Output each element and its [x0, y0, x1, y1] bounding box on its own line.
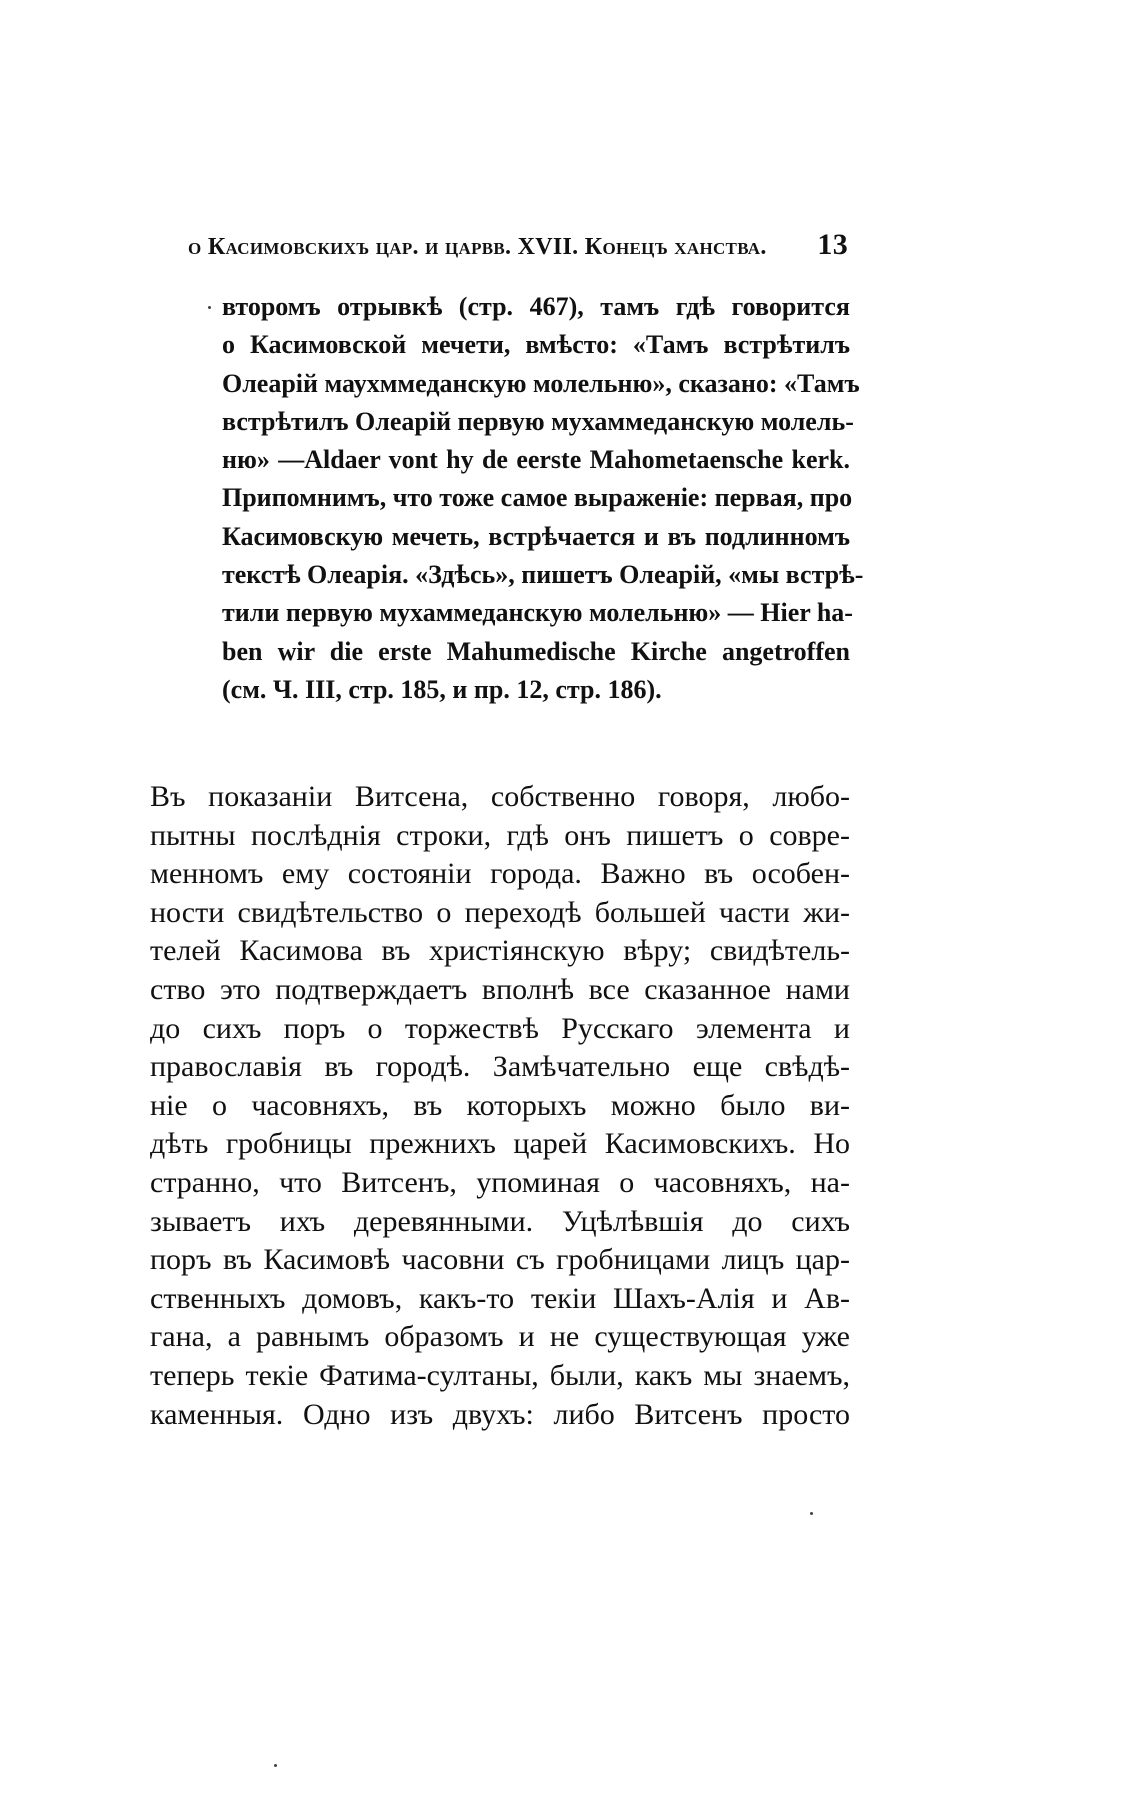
body-line: гана, а равнымъ образомъ и не существующая уже	[150, 1320, 850, 1354]
footnote-line: ben wir die erste Mahumedische Kirche angetroffen	[222, 636, 850, 666]
footnote	[222, 288, 864, 709]
body-line: ственныхъ домовъ, какъ-то текіи Шахъ-Алія и Ав-	[150, 1281, 850, 1315]
print-speck	[810, 1512, 813, 1515]
footnote-line: второмъ отрывкѣ (стр. 467), тамъ гдѣ говорится	[222, 292, 850, 321]
body-line: пытны послѣднія строки, гдѣ онъ пишетъ о совре-	[150, 818, 850, 852]
body-paragraph	[150, 778, 850, 1434]
body-line: зываетъ ихъ деревянными. Уцѣлѣвшія до сихъ	[150, 1204, 850, 1238]
body-line: ство это подтверждаетъ вполнѣ все сказанное нами	[150, 972, 850, 1006]
body-line: ніе о часовняхъ, въ которыхъ можно было ви-	[150, 1088, 850, 1122]
body-line: телей Касимова въ христіянскую вѣру; свидѣтель-	[150, 934, 850, 968]
body-line: теперь текіе Фатима-султаны, были, какъ мы знаемъ,	[150, 1358, 850, 1392]
body-line: дѣть гробницы прежнихъ царей Касимовскихъ. Но	[150, 1127, 850, 1161]
body-line: каменныя. Одно изъ двухъ: либо Витсенъ просто	[150, 1397, 850, 1431]
print-speck	[208, 306, 211, 309]
footnote-line: встрѣтилъ Олеарій первую мухаммеданскую молель-	[222, 406, 854, 436]
body-line: православія въ городѣ. Замѣчательно еще свѣдѣ-	[150, 1050, 850, 1084]
footnote-line: Олеарій маухммеданскую молельню», сказано: «Тамъ	[222, 368, 860, 398]
footnote-line: текстѣ Олеарія. «Здѣсь», пишетъ Олеарій, «мы встрѣ-	[222, 560, 864, 590]
running-head-title: о Касимовскихъ цар. и царвв. XVII. Конецъ ханства.	[188, 234, 767, 260]
footnote-line: о Касимовской мечети, вмѣсто: «Тамъ встрѣтилъ	[222, 330, 850, 360]
body-line: поръ въ Касимовѣ часовни съ гробницами лицъ цар-	[150, 1243, 850, 1277]
body-line: странно, что Витсенъ, упоминая о часовняхъ, на-	[150, 1165, 850, 1199]
print-speck	[274, 1764, 277, 1767]
footnote-line: (см. Ч. III, стр. 185, и пр. 12, стр. 186).	[222, 674, 662, 704]
body-line: Въ показаніи Витсена, собственно говоря, любо-	[150, 780, 850, 813]
footnote-line: ню» —Aldaer vont hy de eerste Mahometaensche kerk.	[222, 445, 850, 475]
body-line: менномъ ему состояніи города. Важно въ особен-	[150, 857, 850, 891]
running-head	[188, 228, 848, 272]
footnote-line: Припомнимъ, что тоже самое выраженіе: первая, про	[222, 483, 853, 513]
body-line: ности свидѣтельство о переходѣ большей части жи-	[150, 895, 850, 929]
footnote-line: Касимовскую мечеть, встрѣчается и въ подлинномъ	[222, 521, 850, 551]
page-number: 13	[817, 228, 848, 261]
footnote-line: тили первую мухаммеданскую молельню» — Hier ha-	[222, 598, 853, 628]
body-line: до сихъ поръ о торжествѣ Русскаго элемента и	[150, 1011, 850, 1045]
